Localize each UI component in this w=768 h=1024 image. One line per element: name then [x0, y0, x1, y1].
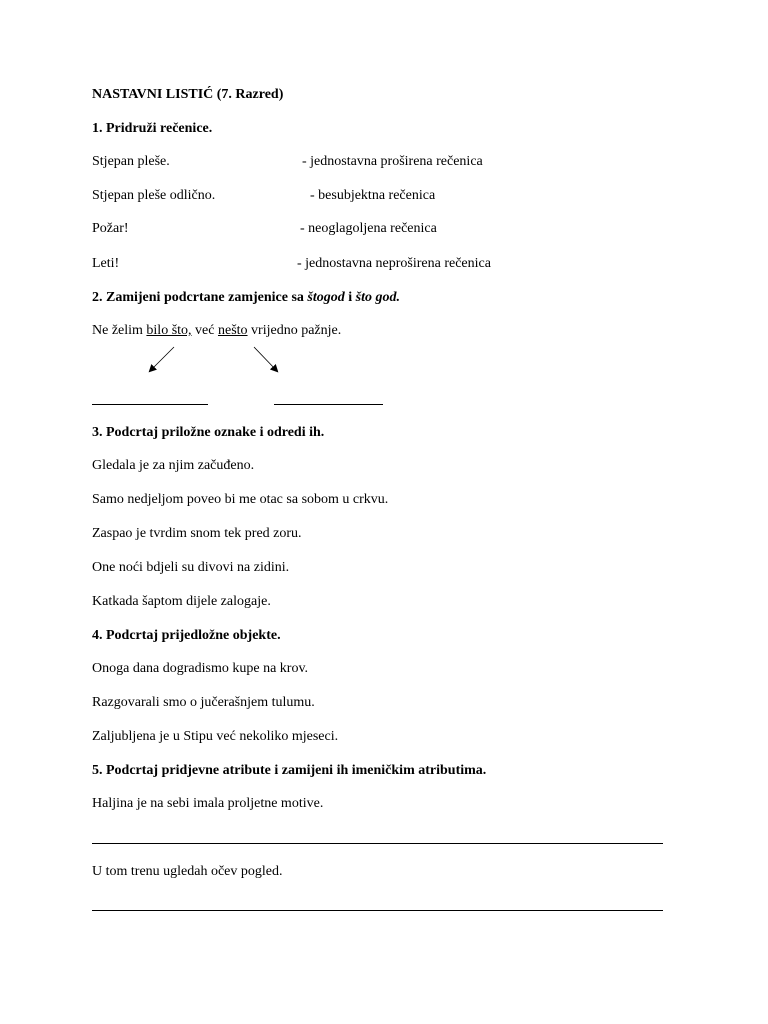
task2-sentence-part3: vrijedno pažnje.: [247, 323, 342, 338]
task3-heading: 3. Podcrtaj priložne oznake i odredi ih.: [92, 425, 325, 440]
task3-sentence-1: Gledala je za njim začuđeno.: [92, 458, 255, 473]
task4-heading: 4. Podcrtaj prijedložne objekte.: [92, 628, 281, 643]
task3-sentence-2: Samo nedjeljom poveo bi me otac sa sobom u crkvu.: [92, 492, 389, 507]
task1-left-1: Stjepan pleše.: [92, 154, 170, 169]
task2-underlined-pronoun-1: bilo što,: [146, 323, 192, 338]
arrow-left-icon: [150, 347, 174, 371]
task1-heading: 1. Pridruži rečenice.: [92, 121, 213, 136]
task5-heading: 5. Podcrtaj pridjevne atribute i zamijeni ih imeničkim atributima.: [92, 763, 487, 778]
task3-sentence-5: Katkada šaptom dijele zalogaje.: [92, 594, 271, 609]
task4-sentence-2: Razgovarali smo o jučerašnjem tulumu.: [92, 695, 315, 710]
task2-answer-line-1[interactable]: [92, 404, 208, 405]
task1-right-1: - jednostavna proširena rečenica: [302, 154, 483, 169]
task1-left-2: Stjepan pleše odlično.: [92, 188, 216, 203]
worksheet-title: NASTAVNI LISTIĆ (7. Razred): [92, 87, 284, 102]
task3-sentence-4: One noći bdjeli su divovi na zidini.: [92, 560, 290, 575]
task1-right-3: - neoglagoljena rečenica: [300, 221, 437, 236]
task1-left-3: Požar!: [92, 221, 129, 236]
task3-sentence-3: Zaspao je tvrdim snom tek pred zoru.: [92, 526, 302, 541]
task5-answer-line-2[interactable]: [92, 910, 663, 911]
task2-heading-term2: što god.: [355, 290, 400, 305]
task2-sentence-part1: Ne želim: [92, 323, 147, 338]
task4-sentence-1: Onoga dana dogradismo kupe na krov.: [92, 661, 309, 676]
task1-left-4: Leti!: [92, 256, 120, 271]
task5-answer-line-1[interactable]: [92, 843, 663, 844]
task2-heading-term1: štogod: [307, 290, 345, 305]
task4-sentence-3: Zaljubljena je u Stipu već nekoliko mjeseci.: [92, 729, 339, 744]
task1-right-2: - besubjektna rečenica: [310, 188, 436, 203]
task1-right-4: - jednostavna neproširena rečenica: [297, 256, 491, 271]
task2-sentence-part2: već: [191, 323, 218, 338]
task2-answer-line-2[interactable]: [274, 404, 383, 405]
task5-sentence-1: Haljina je na sebi imala proljetne motive.: [92, 796, 324, 811]
task2-heading-prefix: 2. Zamijeni podcrtane zamjenice sa: [92, 290, 308, 305]
task5-sentence-2: U tom trenu ugledah očev pogled.: [92, 864, 283, 879]
task2-heading-mid: i: [344, 290, 356, 305]
arrow-right-icon: [254, 347, 277, 371]
task2-underlined-pronoun-2: nešto: [217, 323, 248, 338]
